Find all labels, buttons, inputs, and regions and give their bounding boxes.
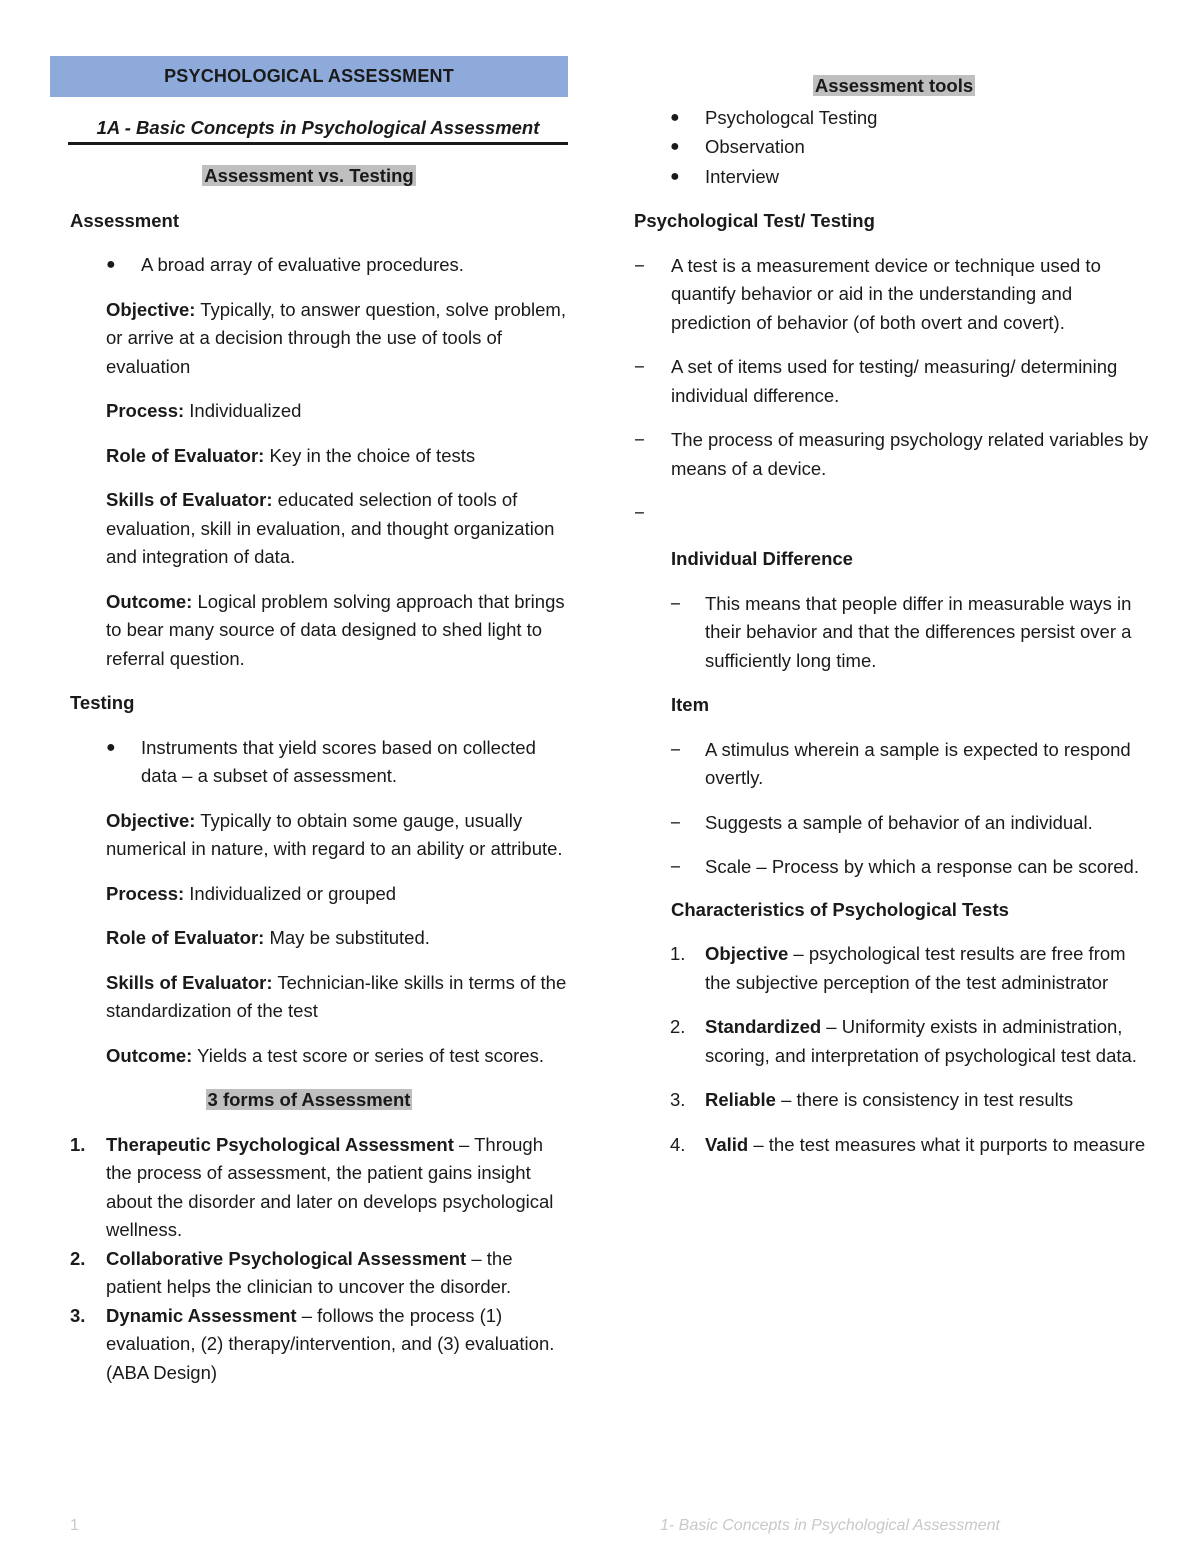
page-number: 1 <box>70 1517 79 1534</box>
assessment-vs-testing-heading: Assessment vs. Testing <box>204 165 414 186</box>
testing-process: Process: Individualized or grouped <box>106 882 397 904</box>
list-item: ● Psychologcal Testing <box>634 104 1154 133</box>
testing-outcome: Outcome: Yields a test score or series of test scores. <box>106 1044 544 1066</box>
list-item: − This means that people differ in measurable ways in their behavior and that the differences persist over a sufficiently long time. <box>670 592 1132 671</box>
list-item: − Suggests a sample of behavior of an individual. <box>670 811 1093 833</box>
bullet-icon: ● <box>670 108 680 126</box>
list-item <box>50 251 568 280</box>
list-item: ● Observation <box>634 133 1154 162</box>
list-item: 4. Valid – the test measures what it purports to measure <box>670 1133 1146 1155</box>
testing-label: Testing <box>70 692 135 713</box>
list-item: − Scale – Process by which a response can be scored. <box>670 856 1139 877</box>
list-item: 3. Reliable – there is consistency in test results <box>670 1089 1074 1110</box>
list-item: 1. Therapeutic Psychological Assessment – Through the process of assessment, the patient gains insight about the disorder and later on develops psychological wellness. <box>70 1133 554 1240</box>
list-item: − A test is a measurement device or technique used to quantify behavior or aid in the understanding and prediction of behavior (of both overt and covert). <box>634 254 1101 333</box>
forms-list <box>50 1131 568 1388</box>
running-footer-title: 1- Basic Concepts in Psychological Assessment <box>660 1517 1000 1534</box>
assessment-definition: A broad array of evaluative procedures. <box>141 254 464 275</box>
assessment-outcome: Outcome: Logical problem solving approach that brings to bear many source of data designed to shed light to referral question. <box>106 590 565 669</box>
list-item: 2. Collaborative Psychological Assessment – the patient helps the clinician to uncover the disorder. <box>70 1247 513 1297</box>
assessment-objective: Objective: Typically, to answer question, solve problem, or arrive at a decision through the use of tools of evaluation <box>106 298 566 377</box>
list-item: − A set of items used for testing/ measuring/ determining individual difference. <box>634 356 1118 406</box>
assessment-role: Role of Evaluator: Key in the choice of tests <box>106 444 476 466</box>
list-item: 1. Objective – psychological test results are free from the subjective perception of the test administrator <box>670 943 1126 993</box>
list-item: − A stimulus wherein a sample is expected to respond overtly. <box>670 738 1131 788</box>
section-heading-assessment-vs-testing <box>50 162 568 191</box>
forms-of-assessment-heading: 3 forms of Assessment <box>207 1089 411 1110</box>
list-item: − <box>634 502 645 523</box>
testing-definition: Instruments that yield scores based on collected data – a subset of assessment. <box>141 736 536 786</box>
characteristics-label: Characteristics of Psychological Tests <box>671 898 1009 920</box>
assessment-label: Assessment <box>70 209 180 231</box>
assessment-tools-heading: Assessment tools <box>814 75 974 96</box>
tools-list <box>634 104 1154 192</box>
list-item: 3. Dynamic Assessment – follows the process (1) evaluation, (2) therapy/intervention, and (3) evaluation. (ABA Design) <box>70 1304 555 1383</box>
bullet-icon: ● <box>670 167 680 185</box>
testing-skills: Skills of Evaluator: Technician-like skills in terms of the standardization of the test <box>106 971 567 1021</box>
section-heading-forms <box>50 1086 568 1115</box>
list-item <box>50 734 568 791</box>
list-item: 2. Standardized – Uniformity exists in administration, scoring, and interpretation of psychological test data. <box>670 1016 1137 1066</box>
assessment-skills: Skills of Evaluator: educated selection of tools of evaluation, skill in evaluation, and thought organization and integration of data. <box>106 489 555 567</box>
testing-objective: Objective: Typically to obtain some gauge, usually numerical in nature, with regard to an ability or attribute. <box>106 809 563 859</box>
list-item: − The process of measuring psychology related variables by means of a device. <box>634 429 1149 479</box>
item-label: Item <box>671 694 710 715</box>
assessment-process: Process: Individualized <box>106 400 302 421</box>
bullet-icon: ● <box>670 138 680 155</box>
left-column <box>50 56 568 1387</box>
document-subtitle: 1A - Basic Concepts in Psychological Assessment <box>68 115 568 145</box>
bullet-icon: ● <box>106 738 116 756</box>
list-item: ● Interview <box>634 163 1154 192</box>
right-column <box>634 72 1154 1159</box>
individual-difference-label: Individual Difference <box>671 548 853 569</box>
bullet-icon: ● <box>106 256 116 273</box>
psych-test-label: Psychological Test/ Testing <box>634 210 875 231</box>
section-heading-tools <box>634 72 1154 101</box>
document-title: PSYCHOLOGICAL ASSESSMENT <box>50 56 568 97</box>
testing-role: Role of Evaluator: May be substituted. <box>106 927 430 948</box>
